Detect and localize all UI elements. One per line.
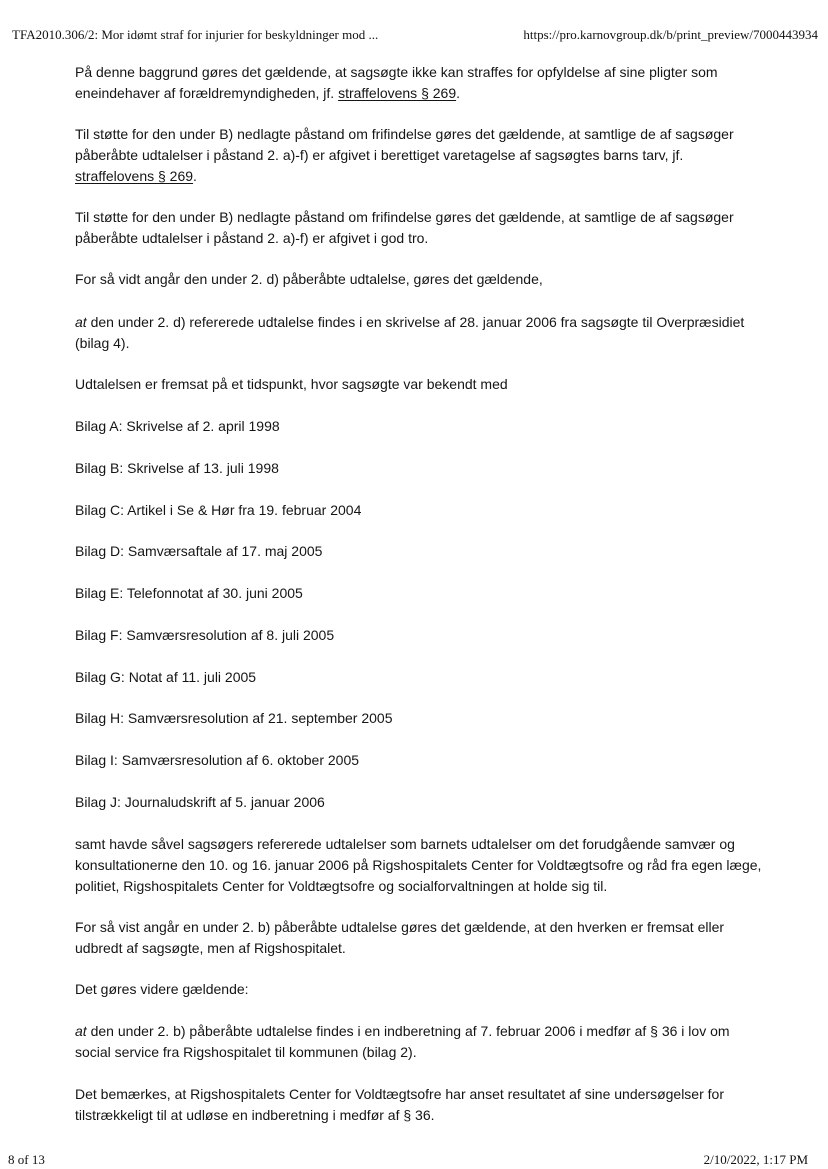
paragraph [75, 62, 765, 104]
paragraph-end: . [456, 85, 460, 101]
paragraph [75, 124, 765, 187]
bilag-item: Bilag G: Notat af 11. juli 2005 [75, 669, 257, 685]
paragraph [75, 312, 765, 354]
bilag-item: Bilag B: Skrivelse af 13. juli 1998 [75, 460, 279, 476]
bilag-item: Bilag E: Telefonnotat af 30. juni 2005 [75, 585, 303, 601]
paragraph-text: den under 2. b) påberåbte udtalelse findes i en indberetning af 7. februar 2006 i medfør af § 36 i lov om social service fra Rigshospitalet til kommunen (bilag 2). [75, 1023, 730, 1060]
source-url: https://pro.karnovgroup.dk/b/print_preview/7000443934 [523, 27, 818, 42]
paragraph-end: . [193, 168, 197, 184]
paragraph-text: På denne baggrund gøres det gældende, at sagsøgte ikke kan straffes for opfyldelse af sine pligter som eneindehaver af forældremyndigheden, jf. [75, 64, 718, 101]
bilag-item: Bilag H: Samværsresolution af 21. september 2005 [75, 710, 393, 726]
statute-link[interactable]: straffelovens § 269 [338, 85, 457, 101]
bilag-item: Bilag C: Artikel i Se & Hør fra 19. februar 2004 [75, 502, 362, 518]
paragraph: Udtalelsen er fremsat på et tidspunkt, hvor sagsøgte var bekendt med [75, 376, 508, 392]
document-title: TFA2010.306/2: Mor idømt straf for injurier for beskyldninger mod ... [12, 27, 379, 42]
lead-word: at [75, 314, 87, 330]
statute-link[interactable]: straffelovens § 269 [75, 168, 194, 184]
paragraph: Det bemærkes, at Rigshospitalets Center for Voldtægtsofre har anset resultatet af sine undersøgelser for tilstrækkeligt til at udløse en indberetning i medfør af § 36. [75, 1086, 724, 1123]
lead-word: at [75, 1023, 87, 1039]
paragraph-text: den under 2. d) refererede udtalelse findes i en skrivelse af 28. januar 2006 fra sagsøgte til Overpræsidiet (bilag 4). [75, 314, 745, 351]
bilag-item: Bilag I: Samværsresolution af 6. oktober 2005 [75, 752, 360, 768]
paragraph: Det gøres videre gældende: [75, 981, 249, 997]
paragraph [75, 1021, 765, 1063]
print-timestamp: 2/10/2022, 1:17 PM [703, 1152, 808, 1167]
paragraph: Til støtte for den under B) nedlagte påstand om frifindelse gøres det gældende, at samtlige de af sagsøger påberåbte udtalelser i påstand 2. a)-f) er afgivet i god tro. [75, 209, 734, 246]
print-footer [8, 1152, 808, 1168]
paragraph: samt havde såvel sagsøgers refererede udtalelser som barnets udtalelser om det forudgående samvær og konsultationerne den 10. og 16. januar 2006 på Rigshospitalets Center for Voldtægtsofre og råd fra egen læge, politiet, Rigshospitalets Center for Voldtægtsofre og socialforvaltningen at holde sig til. [75, 836, 762, 894]
bilag-item: Bilag F: Samværsresolution af 8. juli 2005 [75, 627, 335, 643]
page-number: 8 of 13 [8, 1152, 45, 1167]
print-header [12, 27, 818, 43]
paragraph: For så vist angår en under 2. b) påberåbte udtalelse gøres det gældende, at den hverken er fremsat eller udbredt af sagsøgte, men af Rigshospitalet. [75, 919, 725, 956]
bilag-item: Bilag J: Journaludskrift af 5. januar 2006 [75, 794, 325, 810]
bilag-item: Bilag D: Samværsaftale af 17. maj 2005 [75, 543, 323, 559]
paragraph-text: Til støtte for den under B) nedlagte påstand om frifindelse gøres det gældende, at samtlige de af sagsøger påberåbte udtalelser i påstand 2. a)-f) er afgivet i berettiget varetagelse af sagsøgtes barns tarv, jf. [75, 126, 734, 163]
paragraph: For så vidt angår den under 2. d) påberåbte udtalelse, gøres det gældende, [75, 271, 543, 287]
bilag-item: Bilag A: Skrivelse af 2. april 1998 [75, 418, 280, 434]
